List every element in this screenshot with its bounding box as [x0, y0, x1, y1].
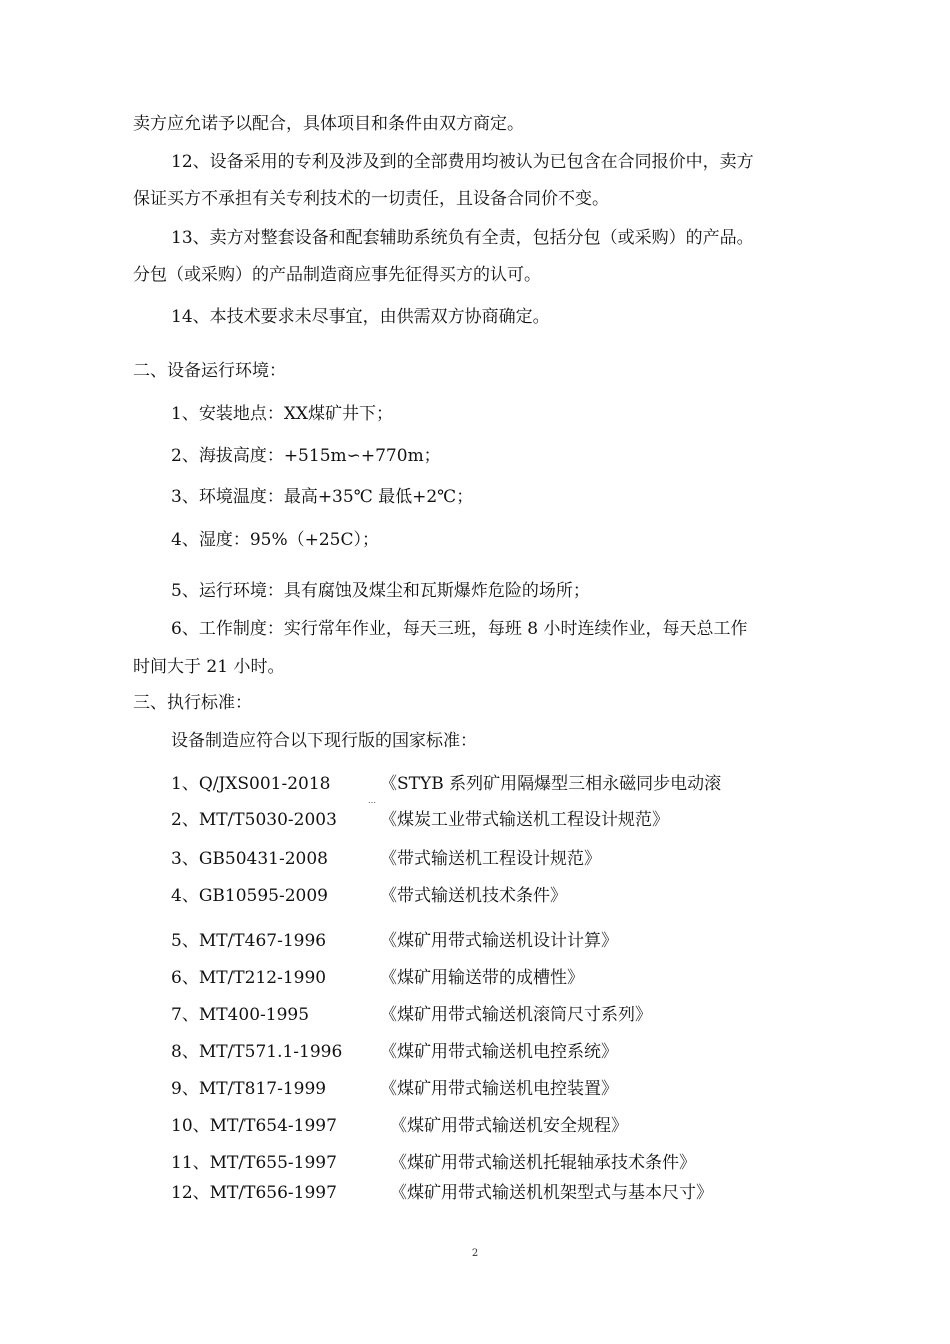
paragraph-line: 14、本技术要求未尽事宜，由供需双方协商确定。: [171, 307, 550, 327]
standard-title: 《STYB 系列矿用隔爆型三相永磁同步电动滚: [380, 774, 722, 794]
env-item: 时间大于 21 小时。: [133, 657, 285, 677]
standard-title: 《煤矿用带式输送机安全规程》: [390, 1116, 628, 1136]
standard-number: 6、MT/T212-1990: [171, 968, 327, 988]
env-item: 6、工作制度：实行常年作业，每天三班，每班 8 小时连续作业，每天总工作: [171, 619, 748, 639]
paragraph-line: 保证买方不承担有关专利技术的一切责任，且设备合同价不变。: [133, 189, 609, 209]
env-item: 2、海拔高度：+515m∽+770m；: [171, 446, 441, 466]
paragraph-line: 分包（或采购）的产品制造商应事先征得买方的认可。: [133, 265, 541, 285]
section-heading: 三、执行标准：: [133, 693, 252, 713]
standard-number: 11、MT/T655-1997: [171, 1153, 337, 1173]
standard-title: 《煤矿用输送带的成槽性》: [380, 968, 584, 988]
standard-title: 《带式输送机工程设计规范》: [380, 849, 601, 869]
standard-title: 《煤矿用带式输送机电控系统》: [380, 1042, 618, 1062]
standard-number: 5、MT/T467-1996: [171, 931, 327, 951]
standard-title: 《煤矿用带式输送机滚筒尺寸系列》: [380, 1005, 652, 1025]
section-heading: 二、设备运行环境：: [133, 361, 286, 381]
standard-title: 《煤矿用带式输送机设计计算》: [380, 931, 618, 951]
env-item: 1、安装地点：XX煤矿井下；: [171, 404, 394, 424]
standard-title: 《煤矿用带式输送机托辊轴承技术条件》: [390, 1153, 696, 1173]
standard-number: 4、GB10595-2009: [171, 886, 328, 906]
standard-number: 8、MT/T571.1-1996: [171, 1042, 343, 1062]
paragraph-line: 12、设备采用的专利及涉及到的全部费用均被认为已包含在合同报价中，卖方: [171, 152, 754, 172]
env-item: 5、运行环境：具有腐蚀及煤尘和瓦斯爆炸危险的场所；: [171, 581, 590, 601]
standard-number: 7、MT400-1995: [171, 1005, 310, 1025]
standards-intro: 设备制造应符合以下现行版的国家标准：: [171, 731, 477, 751]
env-item: 4、湿度：95%（+25C）；: [171, 530, 379, 550]
standard-title: 《煤炭工业带式输送机工程设计规范》: [380, 810, 669, 830]
paragraph-line: 13、卖方对整套设备和配套辅助系统负有全责，包括分包（或采购）的产品。: [171, 228, 754, 248]
standard-title: 《煤矿用带式输送机电控装置》: [380, 1079, 618, 1099]
standard-title: 《带式输送机技术条件》: [380, 886, 567, 906]
text-artifact: ․․․: [368, 796, 377, 805]
standard-number: 12、MT/T656-1997: [171, 1183, 337, 1203]
standard-title: 《煤矿用带式输送机机架型式与基本尺寸》: [390, 1183, 713, 1203]
standard-number: 10、MT/T654-1997: [171, 1116, 337, 1136]
standard-number: 9、MT/T817-1999: [171, 1079, 327, 1099]
paragraph-line: 卖方应允诺予以配合，具体项目和条件由双方商定。: [133, 114, 524, 134]
standard-number: 2、MT/T5030-2003: [171, 810, 337, 830]
standard-number: 1、Q/JXS001-2018: [171, 774, 331, 794]
env-item: 3、环境温度：最高+35℃ 最低+2℃；: [171, 487, 474, 507]
page-number: 2: [471, 1248, 479, 1259]
standard-number: 3、GB50431-2008: [171, 849, 328, 869]
